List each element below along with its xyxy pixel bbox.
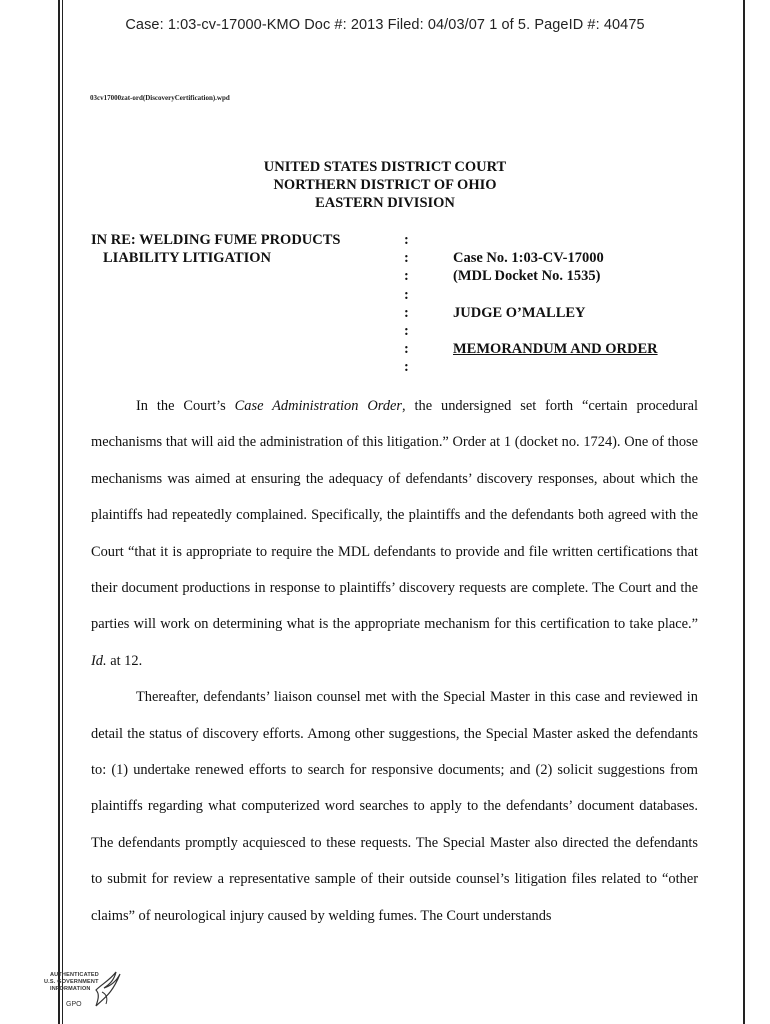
colon: : bbox=[404, 250, 409, 267]
italic-title: Case Administration Order bbox=[234, 398, 402, 414]
mdl-docket: (MDL Docket No. 1535) bbox=[453, 268, 601, 284]
colon: : bbox=[404, 341, 409, 358]
caption-line-2: LIABILITY LITIGATION bbox=[103, 250, 272, 266]
judge-name: JUDGE O’MALLEY bbox=[453, 305, 586, 321]
colon: : bbox=[404, 232, 409, 248]
gpo-authentication-seal bbox=[42, 968, 132, 1016]
gpo-seal-line-1: AUTHENTICATED bbox=[50, 972, 99, 978]
colon: : bbox=[404, 304, 409, 321]
italic-citation: Id. bbox=[91, 652, 107, 669]
document-type: MEMORANDUM AND ORDER bbox=[453, 341, 658, 357]
case-number: Case No. 1:03-CV-17000 bbox=[453, 250, 604, 266]
paragraph-2: Thereafter, defendants’ liaison counsel met with the Special Master in this case and reviewed in detail the status of discovery efforts. Among other suggestions, the Special Master asked the defendants to: (1) undertake renewed efforts to search for responsive documents; and (2) solicit suggestions from plaintiffs regarding what computerized word searches to apply to the defendants’ document databases. The defendants promptly acquiesced to these requests. The Special Master also directed the defendants to submit for review a representative sample of their outside counsel’s litigation files related to “other claims” of neurological injury caused by welding fumes. The Court understands bbox=[91, 689, 698, 924]
case-caption-parties bbox=[91, 231, 340, 267]
colon: : bbox=[404, 286, 409, 303]
court-heading bbox=[0, 158, 770, 212]
order-body bbox=[91, 388, 698, 934]
gpo-seal-line-3: INFORMATION bbox=[50, 986, 91, 992]
gpo-seal-line-2: U.S. GOVERNMENT bbox=[44, 979, 99, 985]
caption-colon-column bbox=[404, 231, 409, 377]
paragraph-1 bbox=[91, 388, 698, 679]
left-margin-rule-inner bbox=[62, 0, 63, 1024]
text-run: In the Court’s bbox=[136, 398, 235, 414]
court-line-2: NORTHERN DISTRICT OF OHIO bbox=[273, 177, 497, 193]
text-run: at 12. bbox=[106, 652, 143, 669]
file-name: 03cv17000zat-ord(DiscoveryCertification).wpd bbox=[90, 94, 230, 102]
caption-line-1: IN RE: WELDING FUME PRODUCTS bbox=[91, 232, 341, 248]
right-margin-rule bbox=[743, 0, 745, 1024]
colon: : bbox=[404, 359, 409, 376]
text-run: , the undersigned set forth “certain procedural mechanisms that will aid the administration of this litigation.” Order at 1 (docket no. 1724). One of those mechanisms was aimed at ensuring the adequacy of defendants’ discovery responses, about which the plaintiffs had repeatedly complained. Specifically, the plaintiffs and the defendants both agreed with the Court “that it is appropriate to require the MDL defendants to provide and file written certifications that their document productions in response to plaintiffs’ discovery requests are complete. The Court and the parties will work on determining what is the appropriate mechanism for this certification to take place.” bbox=[91, 398, 698, 633]
eagle-icon bbox=[90, 968, 126, 1012]
ecf-header-stamp: Case: 1:03-cv-17000-KMO Doc #: 2013 Filed: 04/03/07 1 of 5. PageID #: 40475 bbox=[125, 17, 645, 33]
left-margin-rule bbox=[58, 0, 60, 1024]
colon: : bbox=[404, 268, 409, 285]
gpo-seal-line-4: GPO bbox=[66, 1001, 82, 1008]
court-line-1: UNITED STATES DISTRICT COURT bbox=[263, 159, 507, 175]
court-line-3: EASTERN DIVISION bbox=[315, 195, 455, 211]
colon: : bbox=[404, 323, 409, 340]
